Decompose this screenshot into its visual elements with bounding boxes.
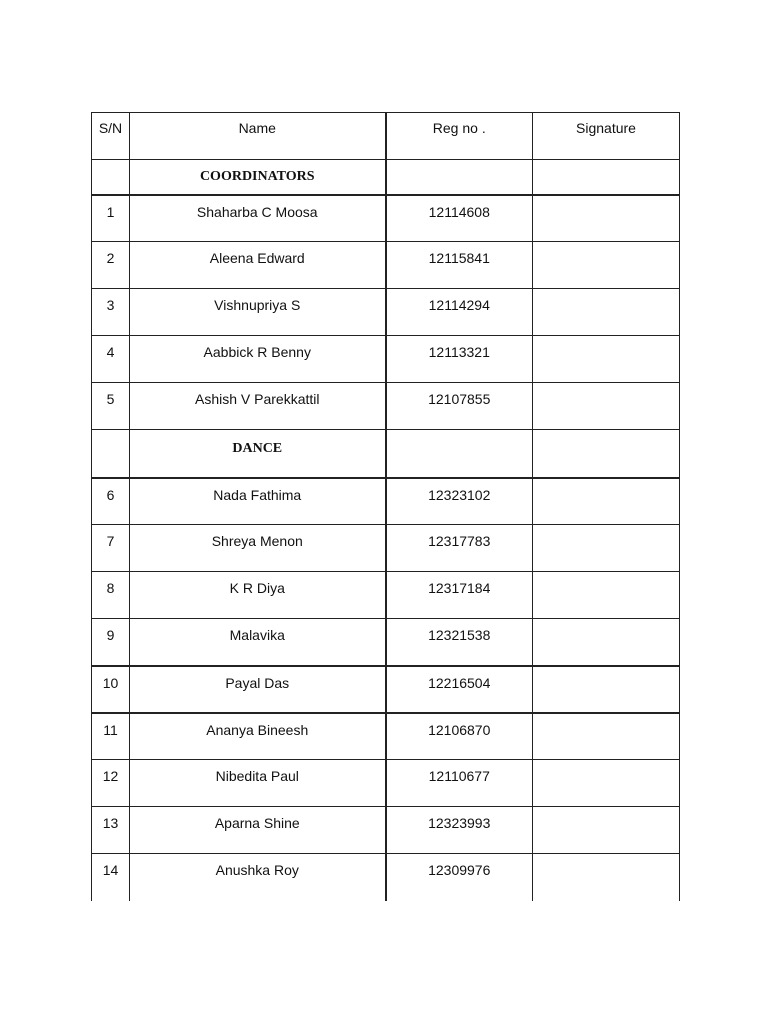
signature-cell bbox=[533, 760, 680, 807]
reg-no-cell: 12321538 bbox=[386, 619, 533, 666]
signature-cell bbox=[533, 525, 680, 572]
section-reg-cell bbox=[386, 430, 533, 478]
header-reg-no: Reg no . bbox=[386, 113, 533, 160]
reg-no-cell: 12317783 bbox=[386, 525, 533, 572]
section-title: COORDINATORS bbox=[130, 160, 386, 195]
name-cell: Payal Das bbox=[130, 666, 386, 713]
name-cell: Aparna Shine bbox=[130, 807, 386, 854]
signature-cell bbox=[533, 336, 680, 383]
signature-cell bbox=[533, 619, 680, 666]
table-row bbox=[92, 760, 680, 807]
table-row bbox=[92, 713, 680, 760]
section-reg-cell bbox=[386, 160, 533, 195]
table-row bbox=[92, 336, 680, 383]
reg-no-cell: 12309976 bbox=[386, 854, 533, 901]
sn-cell: 7 bbox=[92, 525, 130, 572]
name-cell: Nibedita Paul bbox=[130, 760, 386, 807]
section-signature-cell bbox=[533, 160, 680, 195]
signature-cell bbox=[533, 195, 680, 242]
table-row bbox=[92, 478, 680, 525]
signature-cell bbox=[533, 478, 680, 525]
reg-no-cell: 12216504 bbox=[386, 666, 533, 713]
name-cell: Ashish V Parekkattil bbox=[130, 383, 386, 430]
signature-cell bbox=[533, 572, 680, 619]
name-cell: Shaharba C Moosa bbox=[130, 195, 386, 242]
name-cell: Anushka Roy bbox=[130, 854, 386, 901]
section-sn-cell bbox=[92, 430, 130, 478]
sn-cell: 5 bbox=[92, 383, 130, 430]
table-row bbox=[92, 383, 680, 430]
signature-cell bbox=[533, 854, 680, 901]
signature-cell bbox=[533, 713, 680, 760]
section-row-dance bbox=[92, 430, 680, 478]
member-table bbox=[91, 112, 680, 901]
section-row-coordinators bbox=[92, 160, 680, 195]
name-cell: Ananya Bineesh bbox=[130, 713, 386, 760]
name-cell: Nada Fathima bbox=[130, 478, 386, 525]
table-row bbox=[92, 619, 680, 666]
sn-cell: 2 bbox=[92, 242, 130, 289]
reg-no-cell: 12323993 bbox=[386, 807, 533, 854]
signature-cell bbox=[533, 289, 680, 336]
sn-cell: 8 bbox=[92, 572, 130, 619]
reg-no-cell: 12107855 bbox=[386, 383, 533, 430]
reg-no-cell: 12106870 bbox=[386, 713, 533, 760]
reg-no-cell: 12115841 bbox=[386, 242, 533, 289]
sn-cell: 4 bbox=[92, 336, 130, 383]
table-row bbox=[92, 666, 680, 713]
sn-cell: 14 bbox=[92, 854, 130, 901]
sn-cell: 1 bbox=[92, 195, 130, 242]
name-cell: K R Diya bbox=[130, 572, 386, 619]
sn-cell: 11 bbox=[92, 713, 130, 760]
name-cell: Aabbick R Benny bbox=[130, 336, 386, 383]
table-header-row bbox=[92, 113, 680, 160]
header-name: Name bbox=[130, 113, 386, 160]
reg-no-cell: 12317184 bbox=[386, 572, 533, 619]
sn-cell: 10 bbox=[92, 666, 130, 713]
name-cell: Vishnupriya S bbox=[130, 289, 386, 336]
sn-cell: 6 bbox=[92, 478, 130, 525]
table-row bbox=[92, 572, 680, 619]
table-row bbox=[92, 289, 680, 336]
name-cell: Shreya Menon bbox=[130, 525, 386, 572]
reg-no-cell: 12114608 bbox=[386, 195, 533, 242]
sn-cell: 13 bbox=[92, 807, 130, 854]
header-sn: S/N bbox=[92, 113, 130, 160]
section-title: DANCE bbox=[130, 430, 386, 478]
section-sn-cell bbox=[92, 160, 130, 195]
table-row bbox=[92, 854, 680, 901]
sn-cell: 9 bbox=[92, 619, 130, 666]
section-signature-cell bbox=[533, 430, 680, 478]
signature-cell bbox=[533, 807, 680, 854]
reg-no-cell: 12110677 bbox=[386, 760, 533, 807]
reg-no-cell: 12113321 bbox=[386, 336, 533, 383]
reg-no-cell: 12114294 bbox=[386, 289, 533, 336]
signature-cell bbox=[533, 383, 680, 430]
header-signature: Signature bbox=[533, 113, 680, 160]
table-row bbox=[92, 195, 680, 242]
table-row bbox=[92, 807, 680, 854]
signature-cell bbox=[533, 666, 680, 713]
signature-cell bbox=[533, 242, 680, 289]
name-cell: Malavika bbox=[130, 619, 386, 666]
sn-cell: 12 bbox=[92, 760, 130, 807]
table-row bbox=[92, 525, 680, 572]
table-body bbox=[92, 160, 680, 901]
sn-cell: 3 bbox=[92, 289, 130, 336]
reg-no-cell: 12323102 bbox=[386, 478, 533, 525]
table-row bbox=[92, 242, 680, 289]
attendance-sheet bbox=[91, 112, 679, 901]
name-cell: Aleena Edward bbox=[130, 242, 386, 289]
